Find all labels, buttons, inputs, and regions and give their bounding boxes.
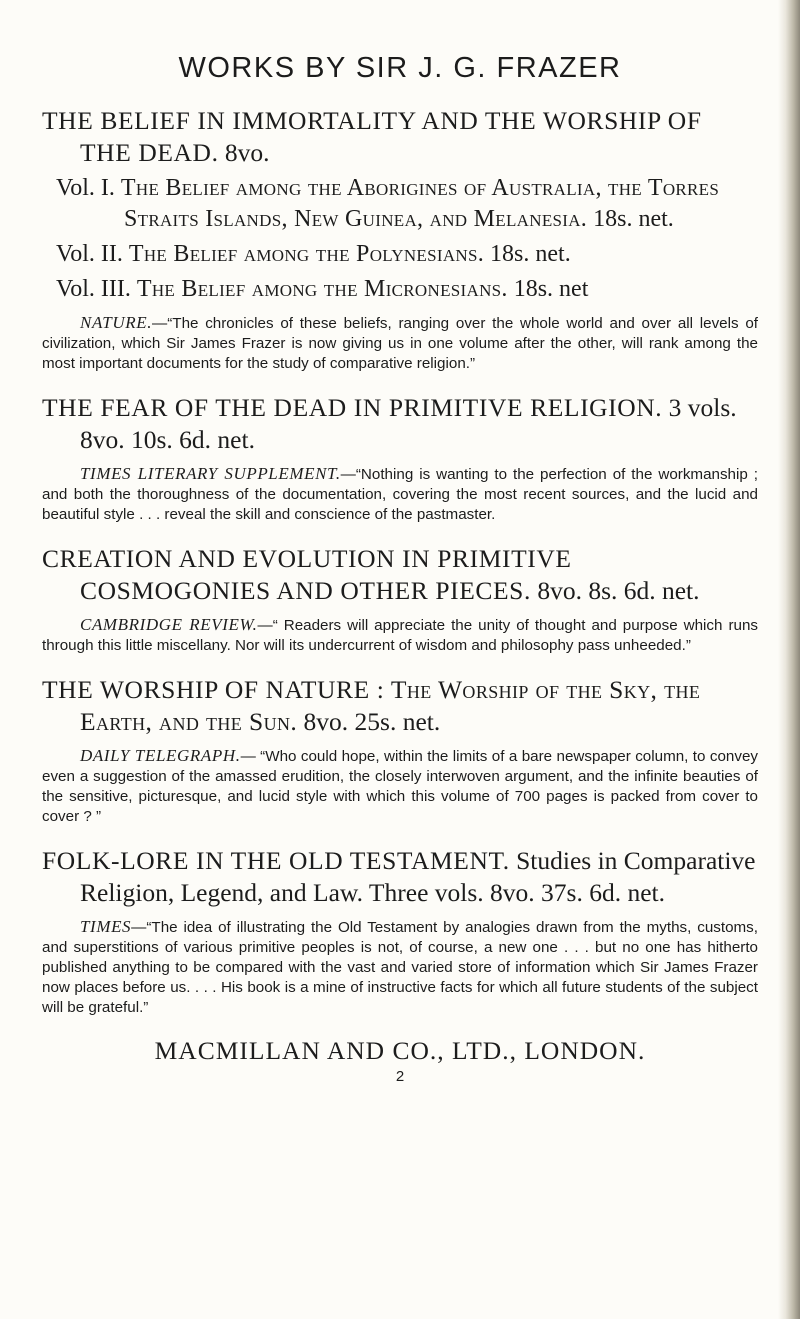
review-source: DAILY TELEGRAPH. <box>80 746 241 765</box>
book-title-line <box>42 543 758 607</box>
volume-entry <box>42 274 758 305</box>
page-edge-shadow <box>778 0 800 1319</box>
book-title: THE FEAR OF THE DEAD IN PRIMITIVE RELIGION. <box>42 393 663 422</box>
book-entry-worship-of-nature <box>42 674 758 827</box>
volume-price: 18s. net <box>513 276 589 302</box>
review-source: NATURE. <box>80 313 153 332</box>
book-title-line <box>42 674 758 738</box>
review-source: TIMES LITERARY SUPPLEMENT. <box>80 464 341 483</box>
volume-title: The Belief among the Micronesians. <box>136 276 508 302</box>
page-content <box>42 52 758 1085</box>
volume-label: Vol. II. <box>56 241 123 267</box>
page-number: 2 <box>395 1068 405 1085</box>
book-title-line <box>42 392 758 456</box>
book-title: CREATION AND EVOLUTION IN PRIMITIVE COSMOGONIES AND OTHER PIECES. <box>42 544 572 605</box>
volume-entry <box>42 173 758 235</box>
review-quote <box>42 313 758 374</box>
volume-label: Vol. I. <box>56 175 115 201</box>
book-title-line <box>42 105 758 169</box>
book-title-line <box>42 845 758 909</box>
book-title: FOLK-LORE IN THE OLD TESTAMENT. <box>42 846 510 875</box>
book-details: 8vo. <box>224 138 270 167</box>
volume-price: 18s. net. <box>490 241 571 267</box>
review-text: —“The idea of illustrating the Old Testament by analogies drawn from the myths, customs, and superstitions of various primitive peoples is not, of course, a new one . . . but no one has hitherto published anything to be compared with the vast and varied store of information which Sir James Frazer now places before us. . . . His book is a mine of instructive facts for which all future students of the subject will be grateful.” <box>42 919 758 1016</box>
book-entry-fear-of-the-dead <box>42 392 758 525</box>
review-quote <box>42 917 758 1018</box>
book-title: THE BELIEF IN IMMORTALITY AND THE WORSHIP OF THE DEAD. <box>42 106 702 167</box>
page-heading: WORKS BY SIR J. G. FRAZER <box>178 52 622 84</box>
volume-label: Vol. III. <box>56 276 131 302</box>
book-title: THE WORSHIP OF NATURE : <box>42 675 385 704</box>
volume-title: The Belief among the Aborigines of Australia, the Torres Straits Islands, New Guinea, and Melanesia. <box>120 175 720 232</box>
review-text: —“The chronicles of these beliefs, ranging over the whole world and over all levels of civilization, which Sir James Frazer is now giving us in one volume after the other, will rank among the most important documents for the study of comparative religion.” <box>42 315 758 372</box>
book-subtitle: The Worship of the Sky, the Earth, and the Sun. <box>80 675 701 736</box>
book-entry-immortality <box>42 105 758 374</box>
review-quote <box>42 464 758 525</box>
review-source: CAMBRIDGE REVIEW. <box>80 615 258 634</box>
review-text: —“ Readers will appreciate the unity of thought and purpose which runs through this little miscellany. Nor will its undercurrent of wisdom and philosophy pass unheeded.” <box>42 617 758 654</box>
book-details: 8vo. 8s. 6d. net. <box>537 576 700 605</box>
review-text: — “Who could hope, within the limits of a bare newspaper column, to convey even a suggestion of the amassed erudition, the closely interwoven argument, and the infinite beauties of the sensitive, picturesque, and lucid style with which this volume of 700 pages is packed from cover to cover ? ” <box>42 748 758 825</box>
volume-title: The Belief among the Polynesians. <box>128 241 485 267</box>
review-quote <box>42 615 758 656</box>
volume-price: 18s. net. <box>593 206 674 232</box>
book-entry-folk-lore <box>42 845 758 1018</box>
book-entry-creation-and-evolution <box>42 543 758 656</box>
book-details: Studies in Comparative Religion, Legend, and Law. Three vols. 8vo. 37s. 6d. net. <box>80 846 756 907</box>
review-source: TIMES <box>80 917 132 936</box>
volume-entry <box>42 239 758 270</box>
publisher-imprint: MACMILLAN AND CO., LTD., LONDON. <box>154 1036 646 1065</box>
review-text: —“Nothing is wanting to the perfection of the workmanship ; and both the thoroughness of the documentation, covering the most recent sources, and the lucid and beautiful style . . . reveal the skill and conscience of the pastmaster. <box>42 466 758 523</box>
book-details: 3 vols. 8vo. 10s. 6d. net. <box>80 393 737 454</box>
book-details: 8vo. 25s. net. <box>303 707 441 736</box>
review-quote <box>42 746 758 827</box>
